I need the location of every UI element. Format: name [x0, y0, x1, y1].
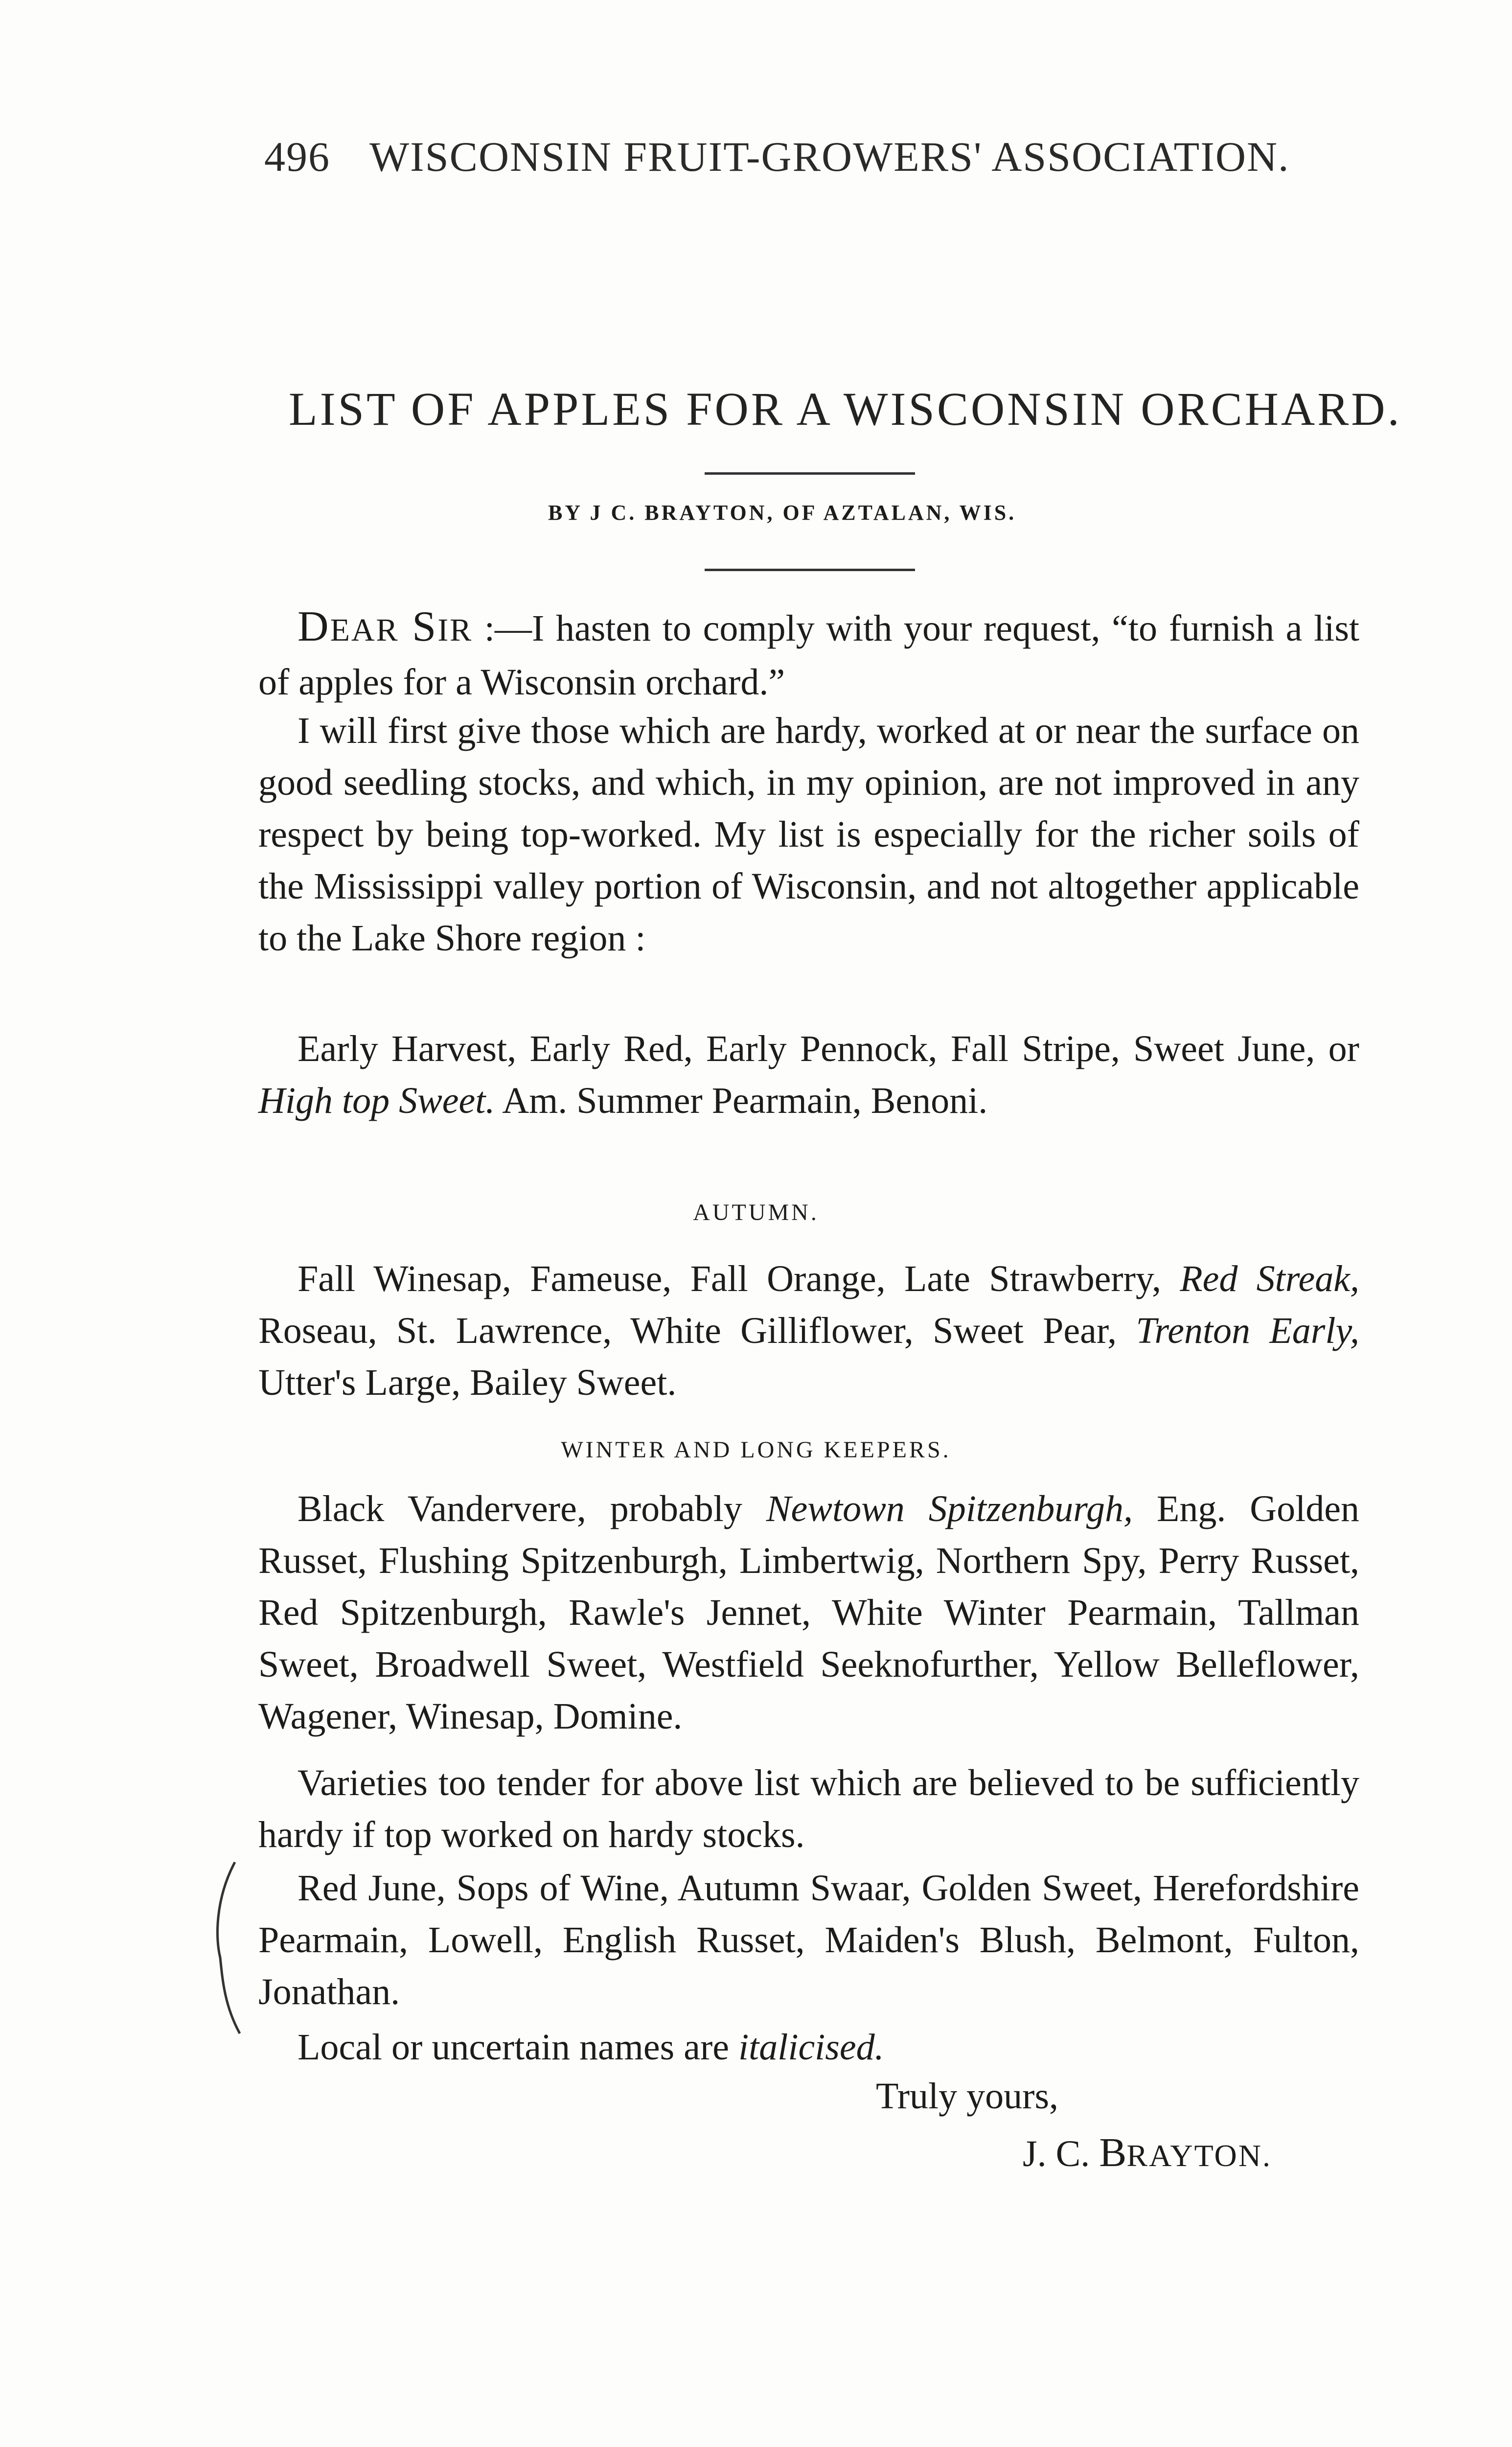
title-rule-top: [705, 472, 915, 475]
italics-note: Local or uncertain names are italicised.: [298, 2027, 884, 2068]
signature: J. C. BRAYTON.: [1023, 2130, 1272, 2175]
salutation-request: :—I hasten to comply with your request, “to furnish a list of apples for a Wisconsin orchard.”: [258, 608, 1360, 703]
autumn-list: Fall Winesap, Fameuse, Fall Orange, Late Strawberry, Red Streak, Roseau, St. Lawrence, White Gilliflower, Sweet Pear, Trenton Early, Utter's Large, Bailey Sweet.: [258, 1258, 1359, 1403]
winter-list: Black Vandervere, probably Newtown Spitzenburgh, Eng. Golden Russet, Flushing Spitzenburgh, Limbertwig, Northern Spy, Perry Russet, Red Spitzenburgh, Rawle's Jennet, White Winter Pearmain, Tallman Sweet, Broadwell Sweet, Westfield Seeknofurther, Yellow Belleflower, Wagener, Winesap, Domine.: [258, 1488, 1360, 1737]
tender-intro: Varieties too tender for above list which are believed to be sufficiently hardy if top worked on hardy stocks.: [258, 1762, 1359, 1855]
closing: Truly yours,: [876, 2076, 1059, 2117]
summer-italic: High top Sweet.: [258, 1080, 495, 1121]
running-head-title: WISCONSIN FRUIT-GROWERS' ASSOCIATION.: [369, 133, 1290, 180]
article-byline: BY J C. BRAYTON, OF AZTALAN, WIS.: [548, 501, 1017, 525]
intro-paragraph: I will first give those which are hardy, worked at or near the surface on good seedling stocks, and which, in my opinion, are not improved in any respect by being top-worked. My list is especially for the richer soils of the Mississippi valley portion of Wisconsin, and not altogether applicable to the Lake Shore region :: [258, 710, 1359, 959]
page-number: 496: [264, 133, 330, 180]
summer-list: Early Harvest, Early Red, Early Pennock, Fall Stripe, Sweet June, or High top Sweet. Am. Summer Pearmain, Benoni.: [258, 1028, 1359, 1121]
handwritten-margin-bracket: [206, 1860, 245, 2036]
salutation-paragraph: [258, 601, 1359, 708]
title-rule-bottom: [705, 569, 915, 571]
salutation: DEAR SIR: [298, 603, 473, 650]
tender-list: Red June, Sops of Wine, Autumn Swaar, Golden Sweet, Herefordshire Pearmain, Lowell, English Russet, Maiden's Blush, Belmont, Fulton, Jonathan.: [258, 1868, 1359, 2012]
autumn-heading: AUTUMN.: [693, 1200, 819, 1225]
article-title: LIST OF APPLES FOR A WISCONSIN ORCHARD.: [289, 383, 1402, 435]
running-head: [264, 132, 1290, 181]
winter-heading: WINTER AND LONG KEEPERS.: [561, 1437, 951, 1463]
